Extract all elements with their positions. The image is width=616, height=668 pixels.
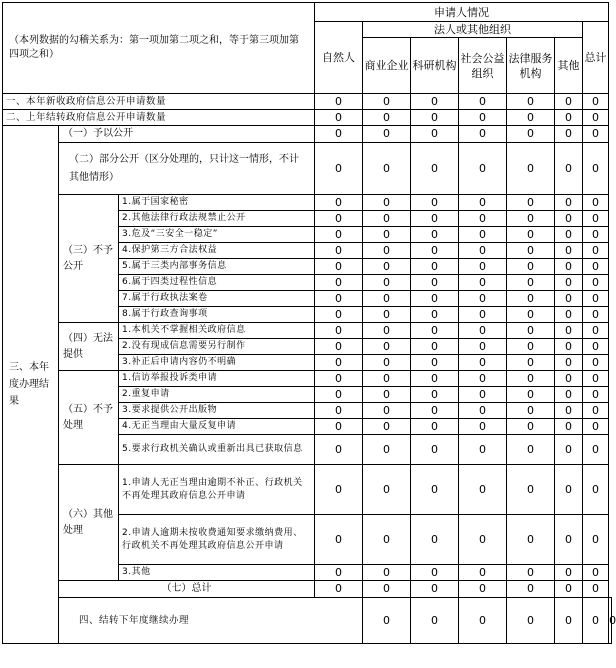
value-cell: 0 (411, 515, 459, 565)
value-cell: 0 (555, 387, 583, 403)
value-cell: 0 (555, 94, 583, 110)
sub-label-not-disclosed: （三）不予公开 (59, 195, 119, 323)
sub-label-unable-to-provide: （四）无法提供 (59, 323, 119, 371)
value-cell: 0 (315, 227, 363, 243)
row-label: 5.要求行政机关确认或重新出具已获取信息 (119, 435, 315, 465)
value-cell: 0 (555, 211, 583, 227)
value-cell: 0 (315, 110, 363, 126)
value-cell: 0 (507, 403, 555, 419)
value-cell: 0 (459, 598, 507, 644)
value-cell: 0 (315, 259, 363, 275)
row-label: 5.属于三类内部事务信息 (119, 259, 315, 275)
value-cell: 0 (315, 355, 363, 371)
value-cell: 0 (583, 355, 609, 371)
value-cell: 0 (555, 355, 583, 371)
row-label: （一）予以公开 (59, 126, 315, 143)
value-cell: 0 (459, 465, 507, 515)
value-cell: 0 (411, 403, 459, 419)
value-cell: 0 (459, 227, 507, 243)
value-cell: 0 (363, 259, 411, 275)
value-cell: 0 (315, 195, 363, 211)
value-cell: 0 (411, 211, 459, 227)
row-label: 8.属于行政查询事项 (119, 307, 315, 323)
value-cell: 0 (459, 323, 507, 339)
value-cell: 0 (583, 126, 609, 143)
value-cell: 0 (363, 323, 411, 339)
value-cell: 0 (583, 339, 609, 355)
row-label: 一、本年新收政府信息公开申请数量 (3, 94, 315, 110)
value-cell: 0 (583, 143, 609, 195)
value-cell: 0 (411, 143, 459, 195)
value-cell: 0 (363, 515, 411, 565)
value-cell: 0 (507, 598, 555, 644)
value-cell: 0 (411, 259, 459, 275)
value-cell: 0 (315, 291, 363, 307)
value-cell: 0 (411, 243, 459, 259)
table-row (3, 323, 612, 339)
value-cell: 0 (363, 435, 411, 465)
table-row (3, 110, 612, 126)
value-cell: 0 (583, 435, 609, 465)
value-cell: 0 (411, 110, 459, 126)
value-cell: 0 (459, 565, 507, 581)
value-cell: 0 (583, 211, 609, 227)
value-cell: 0 (411, 435, 459, 465)
value-cell: 0 (555, 143, 583, 195)
col-total: 总计 (583, 22, 609, 94)
value-cell: 0 (583, 307, 609, 323)
value-cell: 0 (411, 598, 459, 644)
value-cell: 0 (555, 126, 583, 143)
value-cell: 0 (555, 259, 583, 275)
sub-label-not-processed: （五）不予处理 (59, 371, 119, 465)
value-cell: 0 (583, 243, 609, 259)
value-cell: 0 (459, 371, 507, 387)
row-label: 7.属于行政执法案卷 (119, 291, 315, 307)
value-cell: 0 (507, 126, 555, 143)
value-cell: 0 (363, 581, 411, 598)
row-label: 二、上年结转政府信息公开申请数量 (3, 110, 315, 126)
value-cell: 0 (507, 565, 555, 581)
row-label: 2.没有现成信息需要另行制作 (119, 339, 315, 355)
value-cell: 0 (555, 291, 583, 307)
value-cell: 0 (315, 126, 363, 143)
value-cell: 0 (583, 465, 609, 515)
value-cell: 0 (363, 355, 411, 371)
value-cell: 0 (411, 291, 459, 307)
value-cell: 0 (507, 581, 555, 598)
col-other: 其他 (555, 38, 583, 94)
value-cell: 0 (411, 465, 459, 515)
value-cell: 0 (315, 387, 363, 403)
value-cell: 0 (315, 435, 363, 465)
value-cell: 0 (555, 275, 583, 291)
value-cell: 0 (459, 94, 507, 110)
applicant-header: 申请人情况 (315, 3, 609, 22)
value-cell: 0 (507, 323, 555, 339)
value-cell: 0 (459, 355, 507, 371)
value-cell: 0 (459, 275, 507, 291)
value-cell: 0 (363, 291, 411, 307)
value-cell: 0 (507, 275, 555, 291)
value-cell: 0 (555, 419, 583, 435)
value-cell: 0 (507, 307, 555, 323)
value-cell: 0 (459, 291, 507, 307)
value-cell: 0 (363, 339, 411, 355)
value-cell: 0 (555, 371, 583, 387)
row-label: （七）总计 (59, 581, 315, 598)
value-cell: 0 (507, 339, 555, 355)
value-cell: 0 (315, 275, 363, 291)
value-cell: 0 (411, 307, 459, 323)
value-cell: 0 (459, 211, 507, 227)
value-cell: 0 (583, 419, 609, 435)
col-research: 科研机构 (411, 38, 459, 94)
table-row (3, 126, 612, 143)
value-cell: 0 (555, 339, 583, 355)
value-cell: 0 (507, 110, 555, 126)
table-row (3, 598, 612, 644)
value-cell: 0 (315, 243, 363, 259)
value-cell: 0 (315, 419, 363, 435)
value-cell: 0 (315, 307, 363, 323)
value-cell: 0 (363, 195, 411, 211)
table-row (3, 371, 612, 387)
value-cell: 0 (583, 387, 609, 403)
value-cell: 0 (315, 565, 363, 581)
table-row (3, 465, 612, 515)
value-cell: 0 (583, 275, 609, 291)
value-cell: 0 (459, 435, 507, 465)
value-cell: 0 (507, 195, 555, 211)
value-cell: 0 (507, 143, 555, 195)
value-cell: 0 (555, 227, 583, 243)
value-cell: 0 (555, 110, 583, 126)
value-cell: 0 (315, 581, 363, 598)
col-public-welfare: 社会公益组织 (459, 38, 507, 94)
value-cell: 0 (315, 515, 363, 565)
table-row (3, 143, 612, 195)
value-cell: 0 (411, 355, 459, 371)
value-cell: 0 (459, 419, 507, 435)
section-3-label: 三、本年度办理结果 (3, 126, 59, 644)
value-cell: 0 (507, 371, 555, 387)
row-label: 4.保护第三方合法权益 (119, 243, 315, 259)
value-cell: 0 (507, 259, 555, 275)
value-cell: 0 (411, 387, 459, 403)
value-cell: 0 (555, 435, 583, 465)
value-cell: 0 (507, 465, 555, 515)
col-natural-person: 自然人 (315, 22, 363, 94)
value-cell: 0 (555, 243, 583, 259)
value-cell: 0 (411, 94, 459, 110)
value-cell: 0 (507, 291, 555, 307)
value-cell: 0 (583, 259, 609, 275)
value-cell: 0 (583, 581, 609, 598)
value-cell: 0 (315, 94, 363, 110)
value-cell: 0 (411, 581, 459, 598)
value-cell: 0 (583, 565, 609, 581)
value-cell: 0 (583, 598, 609, 644)
value-cell: 0 (363, 211, 411, 227)
value-cell: 0 (507, 419, 555, 435)
value-cell: 0 (459, 243, 507, 259)
value-cell: 0 (507, 515, 555, 565)
value-cell: 0 (411, 126, 459, 143)
row-label: 1.申请人无正当理由逾期不补正、行政机关不再处理其政府信息公开申请 (119, 465, 315, 515)
value-cell: 0 (315, 323, 363, 339)
row-label: 四、结转下年度继续办理 (59, 598, 363, 644)
value-cell: 0 (411, 419, 459, 435)
value-cell: 0 (363, 126, 411, 143)
value-cell: 0 (363, 94, 411, 110)
value-cell: 0 (583, 94, 609, 110)
row-label: 6.属于四类过程性信息 (119, 275, 315, 291)
value-cell: 0 (363, 110, 411, 126)
legal-group-header: 法人或其他组织 (363, 22, 583, 38)
column-relation-note: （本列数据的勾稽关系为：第一项加第二项之和，等于第三项加第四项之和） (3, 3, 315, 94)
value-cell: 0 (555, 403, 583, 419)
value-cell: 0 (609, 598, 612, 644)
value-cell: 0 (583, 227, 609, 243)
row-label: 4.无正当理由大量反复申请 (119, 419, 315, 435)
value-cell: 0 (411, 227, 459, 243)
value-cell: 0 (583, 195, 609, 211)
row-label: 2.重复申请 (119, 387, 315, 403)
col-legal-service: 法律服务机构 (507, 38, 555, 94)
row-label: 2.其他法律行政法规禁止公开 (119, 211, 315, 227)
value-cell: 0 (507, 387, 555, 403)
value-cell: 0 (507, 355, 555, 371)
value-cell: 0 (555, 598, 583, 644)
value-cell: 0 (363, 565, 411, 581)
value-cell: 0 (459, 126, 507, 143)
value-cell: 0 (363, 243, 411, 259)
value-cell: 0 (363, 275, 411, 291)
value-cell: 0 (507, 227, 555, 243)
row-label: 1.信访举报投诉类申请 (119, 371, 315, 387)
value-cell: 0 (315, 143, 363, 195)
value-cell: 0 (315, 371, 363, 387)
value-cell: 0 (459, 581, 507, 598)
value-cell: 0 (583, 323, 609, 339)
value-cell: 0 (363, 387, 411, 403)
value-cell: 0 (459, 387, 507, 403)
value-cell: 0 (459, 339, 507, 355)
value-cell: 0 (363, 307, 411, 323)
value-cell: 0 (583, 403, 609, 419)
row-label: 1.本机关不掌握相关政府信息 (119, 323, 315, 339)
value-cell: 0 (583, 110, 609, 126)
row-label: 3.危及“三安全一稳定” (119, 227, 315, 243)
value-cell: 0 (411, 323, 459, 339)
value-cell: 0 (555, 323, 583, 339)
value-cell: 0 (315, 403, 363, 419)
row-label: 3.要求提供公开出版物 (119, 403, 315, 419)
value-cell: 0 (555, 307, 583, 323)
value-cell: 0 (555, 465, 583, 515)
value-cell: 0 (555, 581, 583, 598)
value-cell: 0 (459, 307, 507, 323)
value-cell: 0 (555, 515, 583, 565)
value-cell: 0 (363, 465, 411, 515)
value-cell: 0 (507, 94, 555, 110)
value-cell: 0 (411, 339, 459, 355)
value-cell: 0 (583, 371, 609, 387)
row-label: 3.其他 (119, 565, 315, 581)
value-cell: 0 (555, 565, 583, 581)
value-cell: 0 (507, 211, 555, 227)
sub-label-other-handling: （六）其他处理 (59, 465, 119, 581)
table-row (3, 195, 612, 211)
row-label: 3.补正后申请内容仍不明确 (119, 355, 315, 371)
value-cell: 0 (583, 291, 609, 307)
value-cell: 0 (411, 195, 459, 211)
col-business: 商业企业 (363, 38, 411, 94)
table-row (3, 581, 612, 598)
value-cell: 0 (315, 339, 363, 355)
value-cell: 0 (459, 259, 507, 275)
value-cell: 0 (459, 515, 507, 565)
table-row (3, 94, 612, 110)
value-cell: 0 (411, 565, 459, 581)
value-cell: 0 (459, 195, 507, 211)
value-cell: 0 (411, 371, 459, 387)
value-cell: 0 (315, 211, 363, 227)
value-cell: 0 (363, 419, 411, 435)
value-cell: 0 (363, 227, 411, 243)
row-label: 2.申请人逾期未按收费通知要求缴纳费用、行政机关不再处理其政府信息公开申请 (119, 515, 315, 565)
value-cell: 0 (363, 143, 411, 195)
value-cell: 0 (555, 195, 583, 211)
row-label: （二）部分公开（区分处理的，只计这一情形，不计其他情形） (59, 143, 315, 195)
value-cell: 0 (315, 465, 363, 515)
value-cell: 0 (459, 403, 507, 419)
value-cell: 0 (507, 243, 555, 259)
value-cell: 0 (363, 598, 411, 644)
value-cell: 0 (363, 403, 411, 419)
row-label: 1.属于国家秘密 (119, 195, 315, 211)
gov-info-disclosure-table (2, 2, 616, 644)
value-cell: 0 (411, 275, 459, 291)
value-cell: 0 (459, 143, 507, 195)
value-cell: 0 (459, 110, 507, 126)
value-cell: 0 (507, 435, 555, 465)
value-cell: 0 (583, 515, 609, 565)
value-cell: 0 (363, 371, 411, 387)
